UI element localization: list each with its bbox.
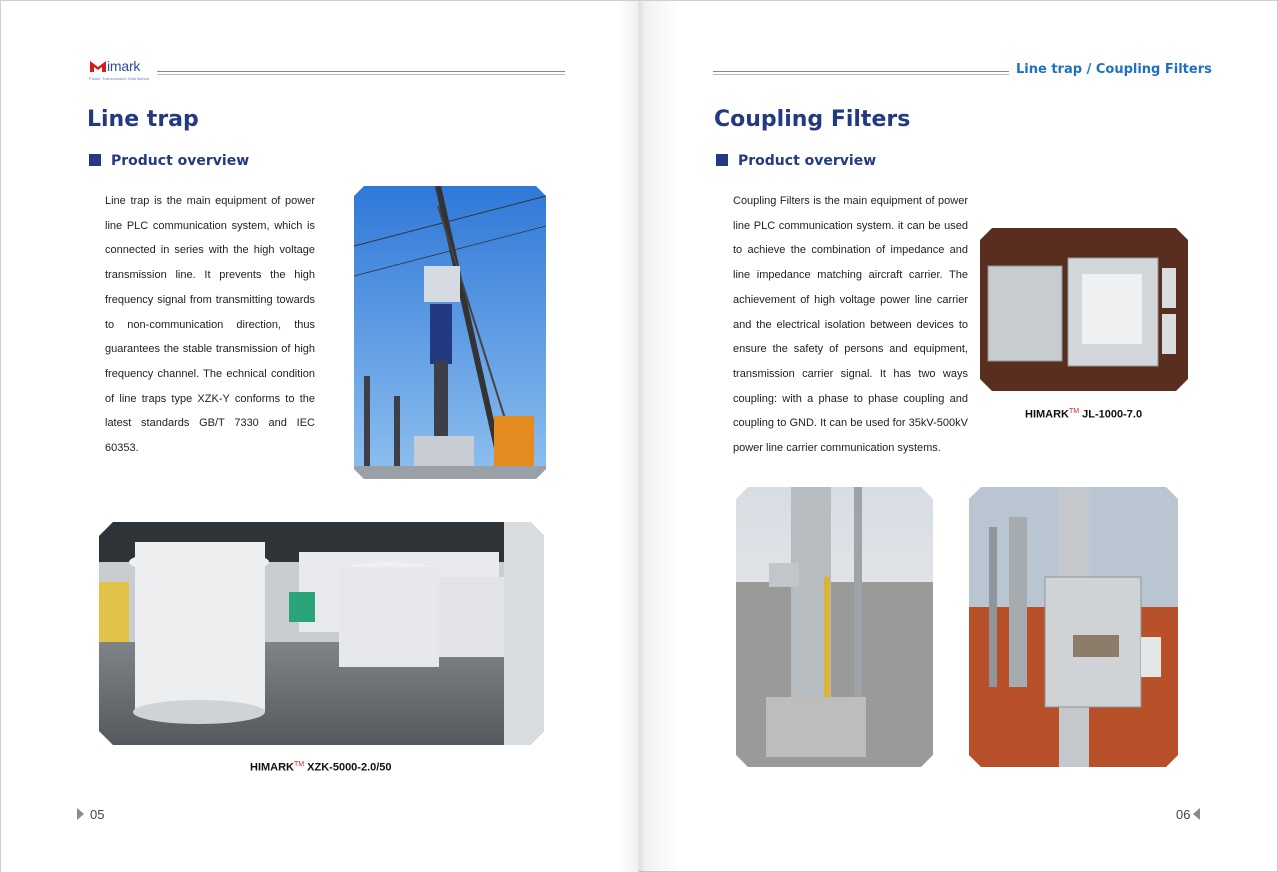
overview-paragraph: Line trap is the main equipment of power line PLC communication system, which is connected in series with the high voltage transmission line. It prevents the high frequency signal from transmitting towards to non-communication direction, thus guarantees the stable transmission of high frequency channel. The echnical condition of line traps type XZK-Y conforms to the latest standards GB/T 7330 and IEC 60353. — [105, 195, 315, 455]
section-heading-text: Product overview — [111, 153, 250, 169]
caption-trademark: TM — [294, 761, 305, 768]
page-title: Line trap — [87, 107, 199, 132]
chevron-left-icon — [1193, 808, 1200, 820]
page-number-left — [77, 807, 104, 822]
square-bullet-icon — [89, 154, 101, 166]
overview-paragraph: Coupling Filters is the main equipment of power line PLC communication system. it can be used to achieve the combination of impedance and line impedance matching aircraft carrier. The achievement of high voltage power line carrier and the electrical isolation between devices to ensure the safety of persons and equipment, transmission carrier signal. It has two ways coupling: with a phase to phase coupling and coupling to GND. It can be used for 35kV-500kV power line carrier communication systems. — [733, 195, 968, 455]
coupling-filter-substation-photo — [969, 487, 1178, 767]
product-caption — [1025, 408, 1142, 421]
chevron-right-icon — [77, 808, 84, 820]
line-trap-crane-photo — [354, 186, 546, 479]
caption-brand: HIMARK — [1025, 408, 1069, 421]
running-head: Line trap / Coupling Filters — [1016, 62, 1212, 77]
page-left — [1, 1, 639, 872]
line-trap-factory-photo — [99, 522, 544, 745]
coupling-filter-pole-photo — [736, 487, 933, 767]
header-rule — [157, 71, 565, 75]
page-number-text: 06 — [1176, 807, 1191, 822]
header-rule — [713, 71, 1009, 75]
square-bullet-icon — [716, 154, 728, 166]
page-number-text: 05 — [90, 807, 105, 822]
section-heading-text: Product overview — [738, 153, 877, 169]
section-heading — [716, 153, 876, 169]
caption-model: JL-1000-7.0 — [1079, 408, 1143, 421]
logo-mark-icon — [89, 59, 107, 73]
logo-subtitle: Power Transmission Distribution — [89, 76, 150, 81]
section-heading — [89, 153, 249, 169]
caption-brand: HIMARK — [250, 761, 294, 774]
himark-logo — [89, 57, 149, 81]
coupling-filter-box-photo — [980, 228, 1188, 391]
caption-trademark: TM — [1069, 408, 1080, 415]
page-number-right — [1176, 807, 1200, 822]
product-caption — [250, 761, 392, 774]
logo-text: imark — [107, 57, 141, 74]
page-title: Coupling Filters — [714, 107, 911, 132]
caption-model: XZK-5000-2.0/50 — [304, 761, 392, 774]
